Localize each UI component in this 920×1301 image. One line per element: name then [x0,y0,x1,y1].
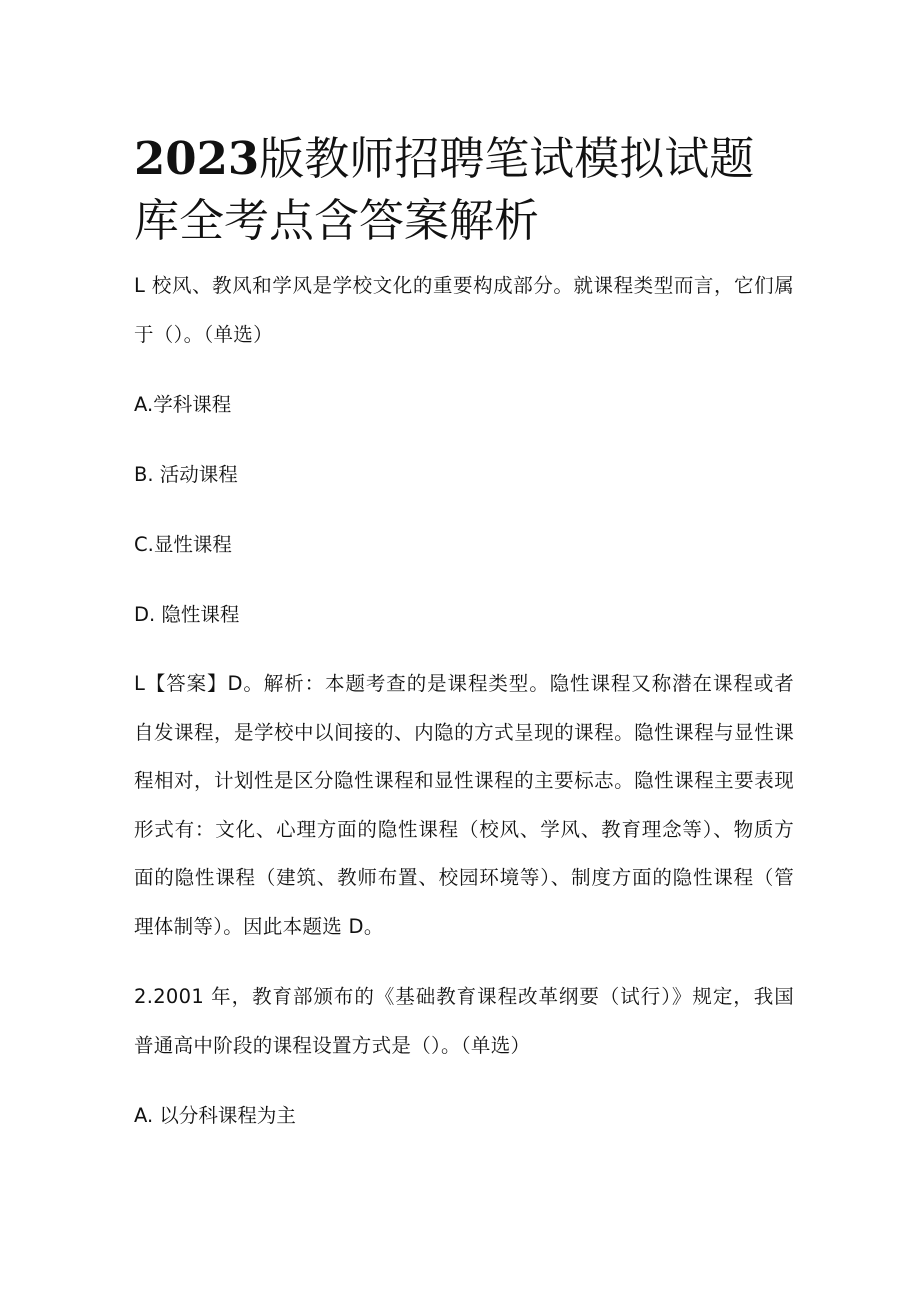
title-text: 版教师招聘笔试模拟试题库全考点含答案解析 [134,132,755,247]
question-1-option-a: A.学科课程 [134,393,232,416]
document-page [134,128,794,1161]
document-title [134,128,794,252]
question-1-answer: L【答案】D。解析：本题考查的是课程类型。隐性课程又称潜在课程或者自发课程，是学校中以间接的、内隐的方式呈现的课程。隐性课程与显性课程相对，计划性是区分隐性课程和显性课程的主要标志。隐性课程主要表现形式有：文化、心理方面的隐性课程（校风、学风、教育理念等）、物质方面的隐性课程（建筑、教师布置、校园环境等）、制度方面的隐性课程（管理体制等）。因此本题选 D。 [134,672,794,938]
question-1-stem: L 校风、教风和学风是学校文化的重要构成部分。就课程类型而言，它们属于（）。（单选） [134,274,794,346]
question-1-option-c: C.显性课程 [134,533,232,556]
question-2-option-a: A. 以分科课程为主 [134,1104,296,1127]
question-1-option-d: D. 隐性课程 [134,603,240,626]
title-year: 2023 [134,132,260,185]
question-1-option-b: B. 活动课程 [134,463,238,486]
question-2-stem: 2.2001 年，教育部颁布的《基础教育课程改革纲要（试行）》规定，我国普通高中阶段的课程设置方式是（）。（单选） [134,985,794,1057]
